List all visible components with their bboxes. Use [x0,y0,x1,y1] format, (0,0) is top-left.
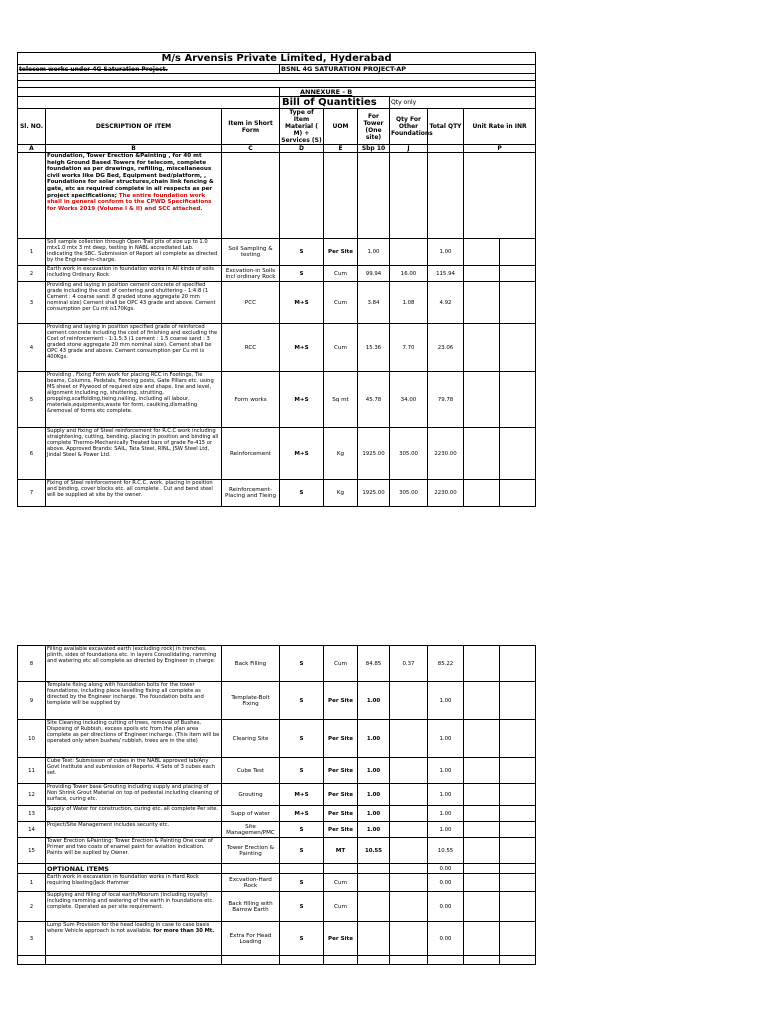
item-description [46,922,222,956]
item-short-form: Excvation-in Soils incl ordinary Rock [222,266,280,282]
item-qty-tower: 45.78 [358,372,390,428]
col-qty-tower-header: For Tower (One site) [358,109,390,145]
item-description-text: Supply of Water for construction, curing etc. all complete Per site. [47,806,219,812]
item-type: S [280,758,324,784]
item-description-text: Site Cleaning including cutting of trees, removal of Bushes, Disposing of Rubbish, excess spoils etc from the plan area complete as per directions of Engineer incharge. (This item will be operated only when bushes/ rubbish, trees are in the site) [47,720,220,744]
item-total-qty: 79.78 [428,372,464,428]
item-unit-rate [464,822,500,838]
blank-cell [18,88,280,97]
item-qty-other [390,784,428,806]
item-qty-other [390,806,428,822]
col-letter-i: P [464,145,536,153]
item-short-form: Back filling with Barrow Earth [222,892,280,922]
item-short-form: Supp of water [222,806,280,822]
col-uom-header: UOM [324,109,358,145]
col-letter-a: A [18,145,46,153]
item-unit-rate [500,282,536,324]
item-qty-other [390,758,428,784]
item-short-form: PCC [222,282,280,324]
intro-text: Foundation, Tower Erection &Painting , for 40 mt heigh Ground Based Towers for telecom, complete foundation as per drawings, refilling, miscellaneous civil works like DG Bed, Equipment bed/platform, , Foundations for solar structures,chain link fencing & gate, etc as required complete in all respects as per project specifications; [47,153,214,199]
item-unit-rate [500,784,536,806]
item-short-form: Reinforcement-Placing and Tieing [222,480,280,507]
item-type: S [280,646,324,682]
item-total-qty: 1.00 [428,239,464,266]
item-type: S [280,266,324,282]
item-short-form: Site Managemen/PMC [222,822,280,838]
item-a-row [18,239,536,266]
item-unit-rate [464,480,500,507]
item-qty-other [390,682,428,720]
item-short-form: Extra For Head Loading [222,922,280,956]
item-uom: Per Site [324,758,358,784]
col-letter-d: D [280,145,324,153]
item-sl-no: 15 [18,838,46,864]
item-total-qty: 0.00 [428,922,464,956]
col-type-header: Type of Item Material ( M) + Services (S) [281,109,322,144]
item-total-qty: 10.55 [428,838,464,864]
item-description-text: Earth work in excavation in foundation works in Hard Rock requiring blasting/Jack Hammer [47,874,199,886]
item-short-form: Grouting [222,784,280,806]
item-sl-no: 2 [18,266,46,282]
item-total-qty: 1.00 [428,806,464,822]
item-qty-tower: 1.00 [358,806,390,822]
item-b-row [18,822,536,838]
item-qty-tower: 1.00 [358,720,390,758]
item-qty-other: 7.70 [390,324,428,372]
col-qty-other-header: Qty For Other Foundations [390,109,428,145]
item-unit-rate [464,892,500,922]
item-short-form: Template-Bolt Fixing [222,682,280,720]
item-uom: Per Site [324,806,358,822]
item-b-row [18,806,536,822]
item-qty-tower [358,874,390,892]
item-total-qty: 1.00 [428,822,464,838]
col-letter-f: Sbp 10 [358,145,390,153]
item-uom: Cum [324,266,358,282]
item-uom: Per Site [324,720,358,758]
item-qty-other: 34.00 [390,372,428,428]
item-a-row [18,480,536,507]
item-unit-rate [464,922,500,956]
item-sl-no: 5 [18,372,46,428]
item-unit-rate [464,266,500,282]
item-description [46,806,222,822]
item-qty-tower: 1925.00 [358,428,390,480]
item-description-text: Providing Tower base Grouting including supply and placing of Non Shrink Grout Material on top of pedestal including cleaning of surface, curing etc. [47,784,219,802]
item-unit-rate [500,266,536,282]
item-description [46,372,222,428]
blank-row [18,81,536,88]
item-uom: Per Site [324,682,358,720]
item-sl-no: 12 [18,784,46,806]
col-letter-c: C [222,145,280,153]
optional-items-group [18,874,536,956]
item-short-form: Clearing Site [222,720,280,758]
item-qty-tower: 3.84 [358,282,390,324]
optional-heading-total: 0.00 [428,864,464,874]
item-description [46,239,222,266]
item-short-form: Back Filling [222,646,280,682]
item-type: M+S [280,372,324,428]
qty-only-label: Qty only [390,97,536,109]
item-total-qty: 23.06 [428,324,464,372]
item-a-row [18,428,536,480]
item-total-qty: 1.00 [428,720,464,758]
item-sl-no: 14 [18,822,46,838]
item-b-row [18,758,536,784]
item-b-row [18,646,536,682]
annexure-label: ANNEXURE - B [280,88,536,97]
blank-cell [18,153,46,239]
optional-item-row [18,892,536,922]
item-description-text: Soil sample collection through Open Trail pits of size up to 1.0 mtx1.0 mtx 3 mt deep, testing in NABL accrediated Lab. indicating the SBC. Submission of Report all complete as directed by the Engineer-in-charge. [47,239,218,263]
item-total-qty: 2230.00 [428,480,464,507]
item-qty-other [390,822,428,838]
item-unit-rate [500,372,536,428]
item-qty-other: 305.00 [390,480,428,507]
item-sl-no: 13 [18,806,46,822]
item-description-text: Providing and laying in position cement concrete of specified grade including the cost of centering and shuttering - 1:4:8 (1 Cement : 4 coarse sand: 8 graded stone aggregate 20 mm nominal size) Cement shall be OPC 43 grade and above. Cement consumption per Cu mt is170Kgs. [47,282,216,312]
item-unit-rate [500,922,536,956]
item-uom: Sq mt [324,372,358,428]
item-type: M+S [280,282,324,324]
item-qty-tower: 99.94 [358,266,390,282]
item-type: S [280,822,324,838]
item-unit-rate [464,428,500,480]
items-group-b [18,646,536,864]
col-total-header: Total QTY [428,109,464,145]
item-unit-rate [464,646,500,682]
item-qty-tower: 1.00 [358,758,390,784]
item-unit-rate [500,758,536,784]
item-unit-rate [500,682,536,720]
item-sl-no: 11 [18,758,46,784]
item-unit-rate [500,806,536,822]
item-unit-rate [500,239,536,266]
item-unit-rate [464,372,500,428]
item-qty-other [390,922,428,956]
item-unit-rate [464,682,500,720]
item-type: S [280,892,324,922]
item-sl-no: 7 [18,480,46,507]
item-qty-other [390,720,428,758]
item-unit-rate [464,784,500,806]
item-unit-rate [464,806,500,822]
item-qty-other: 0.37 [390,646,428,682]
item-unit-rate [464,838,500,864]
item-short-form: Form works [222,372,280,428]
item-qty-other: 305.00 [390,428,428,480]
item-short-form: Reinforcement [222,428,280,480]
item-description [46,682,222,720]
item-description-text: Cube Test: Submission of cubes in the NABL approved lab/Any Govt Institute and submission of Reports. 4 Sets of 3 cubes each set. [47,758,216,776]
item-unit-rate [500,822,536,838]
col-letter-h [428,145,464,153]
item-unit-rate [464,720,500,758]
item-description-text: Providing and laying in position specified grade of reinforced cement concrete including the cost of finishing and excluding the Cost of reinforcement - 1:1.5:3 (1 cement : 1.5 coarse sand : 3 graded stone aggregate 20 mm nominal size). Cement shall be OPC 43 grade and above. Cement consumption per Cu mt is 400Kgs. [47,324,218,360]
item-short-form: Soil Sampling & testing [222,239,280,266]
item-description-text: Providing , Fixing Form work for placing RCC in Footings, Tie beams, Columns, Pedstals, Fencing posts, Gate Pillars etc. using MS sheet or Plywood of required size and shape, line and level, alignment including ng, shuttering, strutting, propping,scaffolding,tieing,nailing, including all labour, materials,equipments,waste for form, caulking,dismatling &removal of forms etc complete. [47,372,214,414]
item-description [46,822,222,838]
item-type: S [280,682,324,720]
item-sl-no: 3 [18,282,46,324]
item-qty-tower [358,922,390,956]
item-description-text: Filling available excavated earth (excluding rock) in trenches, plinth, sides of foundations etc. in layers Consolidating, ramming and watering etc all complete as directed by Engineer in charge. [47,646,217,664]
item-uom: Cum [324,646,358,682]
item-qty-other: 16.00 [390,266,428,282]
item-uom: Cum [324,324,358,372]
item-unit-rate [500,874,536,892]
item-qty-tower: 84.85 [358,646,390,682]
item-unit-rate [464,874,500,892]
item-description-text: Supply and fixing of Steel reinforcement for R.C.C work including straightening, cutting, bending, placing in position and binding all complete Thermo-Mechanically Treated bars of grade Fe-415 or above. Approved Brands: SAIL, Tata Steel, RINL, JSW Steel Ltd, Jindal Steel & Power Ltd. [47,428,219,458]
item-qty-tower: 1.00 [358,822,390,838]
item-type: M+S [280,806,324,822]
boq-table-continued [17,645,536,965]
item-a-row [18,266,536,282]
boq-table-main [17,52,536,507]
item-unit-rate [500,720,536,758]
item-type: M+S [280,324,324,372]
item-qty-tower [358,892,390,922]
item-total-qty: 4.92 [428,282,464,324]
intro-description [46,153,222,239]
item-total-qty: 1.00 [428,758,464,784]
item-sl-no: 9 [18,682,46,720]
item-description [46,784,222,806]
item-description [46,838,222,864]
item-unit-rate [500,324,536,372]
item-qty-other [390,239,428,266]
col-letter-b: B [46,145,222,153]
item-type: M+S [280,428,324,480]
item-description-text: Fixing of Steel reinforcement for R.C.C. work. placing in position and binding, cover blocks etc. all complete . Cut and bend steel will be supplied at site by the owner. [47,480,213,498]
item-description [46,324,222,372]
item-qty-other [390,874,428,892]
item-description [46,282,222,324]
item-unit-rate [464,282,500,324]
item-uom: Kg [324,428,358,480]
item-qty-tower: 1925.00 [358,480,390,507]
item-sl-no: 1 [18,239,46,266]
item-qty-tower: 1.00 [358,784,390,806]
item-qty-other [390,892,428,922]
item-type: M+S [280,784,324,806]
col-desc-header: DESCRIPTION OF ITEM [46,109,222,145]
item-unit-rate [500,480,536,507]
item-description-text: Tower Erection &Painting: Tower Erection & Painting One coat of Primer and two coats of enamel paint for aviation indication. Paints will be suplied by Owner. [47,838,213,856]
item-qty-tower: 10.55 [358,838,390,864]
col-letter-g: J [390,145,428,153]
optional-items-heading: OPTIONAL ITEMS [46,864,222,874]
item-type: S [280,239,324,266]
item-description [46,892,222,922]
item-sl-no: 6 [18,428,46,480]
item-short-form: RCC [222,324,280,372]
items-group-a [18,239,536,507]
item-sl-no: 8 [18,646,46,682]
telecom-works-text: telecom works under 4G Saturation Project. [18,65,280,74]
item-qty-other [390,838,428,864]
item-description [46,428,222,480]
item-unit-rate [500,428,536,480]
item-qty-tower: 1.00 [358,682,390,720]
item-unit-rate [464,239,500,266]
item-short-form: Cube Test [222,758,280,784]
item-description [46,758,222,784]
item-uom: Per Site [324,784,358,806]
item-qty-tower: 1.00 [358,239,390,266]
item-description-text: Lump Sum Provision for the head loading in case to case basis where Vehicle approach is not available. [47,922,210,934]
item-total-qty: 85.22 [428,646,464,682]
item-sl-no: 3 [18,922,46,956]
item-total-qty: 1.00 [428,682,464,720]
item-uom: Kg [324,480,358,507]
item-description [46,266,222,282]
item-b-row [18,838,536,864]
item-uom: MT [324,838,358,864]
boq-title: Bill of Quantities [280,97,390,109]
item-description-text: Supplying and filling of local earth/Moorum (including royalty) including ramming and watering of the earth in foundations etc. complete. Operated as per site requirement. [47,892,214,910]
item-b-row [18,720,536,758]
item-type: S [280,838,324,864]
optional-item-row [18,922,536,956]
blank-row [18,74,536,81]
item-description [46,646,222,682]
item-short-form: Excvation-Hard Rock [222,874,280,892]
item-description-text: Project/Site Management includes security etc. [47,822,170,828]
item-total-qty: 0.00 [428,892,464,922]
col-rate-header: Unit Rate in INR [464,109,536,145]
item-sl-no: 2 [18,892,46,922]
item-a-row [18,282,536,324]
item-description [46,874,222,892]
col-letter-e: E [324,145,358,153]
item-uom: Cum [324,874,358,892]
optional-item-row [18,874,536,892]
item-unit-rate [464,758,500,784]
item-short-form: Tower Erection & Painting [222,838,280,864]
item-unit-rate [500,646,536,682]
item-description-text: Earth work in excavation in foundation works in All kinds of soils including Ordinary Rock [47,266,214,278]
item-sl-no: 1 [18,874,46,892]
item-type: S [280,874,324,892]
item-type: S [280,720,324,758]
item-b-row [18,682,536,720]
item-total-qty: 1.00 [428,784,464,806]
col-short-header: Item in Short Form [222,109,280,145]
item-unit-rate [500,838,536,864]
item-qty-other: 1.08 [390,282,428,324]
item-qty-tower: 15.36 [358,324,390,372]
company-title: M/s Arvensis Private Limited, Hyderabad [18,53,536,65]
item-description [46,480,222,507]
item-total-qty: 0.00 [428,874,464,892]
project-title: BSNL 4G SATURATION PROJECT-AP [280,65,536,74]
item-description-bold: for more than 30 Mt. [153,928,215,934]
item-description-text: Template fixing along with foundation bolts for the tower foundations, including piece levelling fixing all complete as directed by the Engineer incharge. The foundation bolts and template will be supplied by [47,682,204,706]
item-uom: Per Site [324,922,358,956]
item-type: S [280,922,324,956]
col-sl-header: Sl. NO. [18,109,46,145]
item-uom: Cum [324,892,358,922]
item-uom: Per Site [324,822,358,838]
item-a-row [18,324,536,372]
item-uom: Per Site [324,239,358,266]
item-a-row [18,372,536,428]
item-unit-rate [500,892,536,922]
item-b-row [18,784,536,806]
item-type: S [280,480,324,507]
item-total-qty: 115.94 [428,266,464,282]
item-total-qty: 2230.00 [428,428,464,480]
item-uom: Cum [324,282,358,324]
blank-cell [18,97,280,109]
intro-red-text: The entire foundation work shall in general conform to the CPWD Specifications for Works 2019 (Volume I & II) and SCC attached. [47,192,212,212]
item-description [46,720,222,758]
item-unit-rate [464,324,500,372]
item-sl-no: 10 [18,720,46,758]
item-sl-no: 4 [18,324,46,372]
